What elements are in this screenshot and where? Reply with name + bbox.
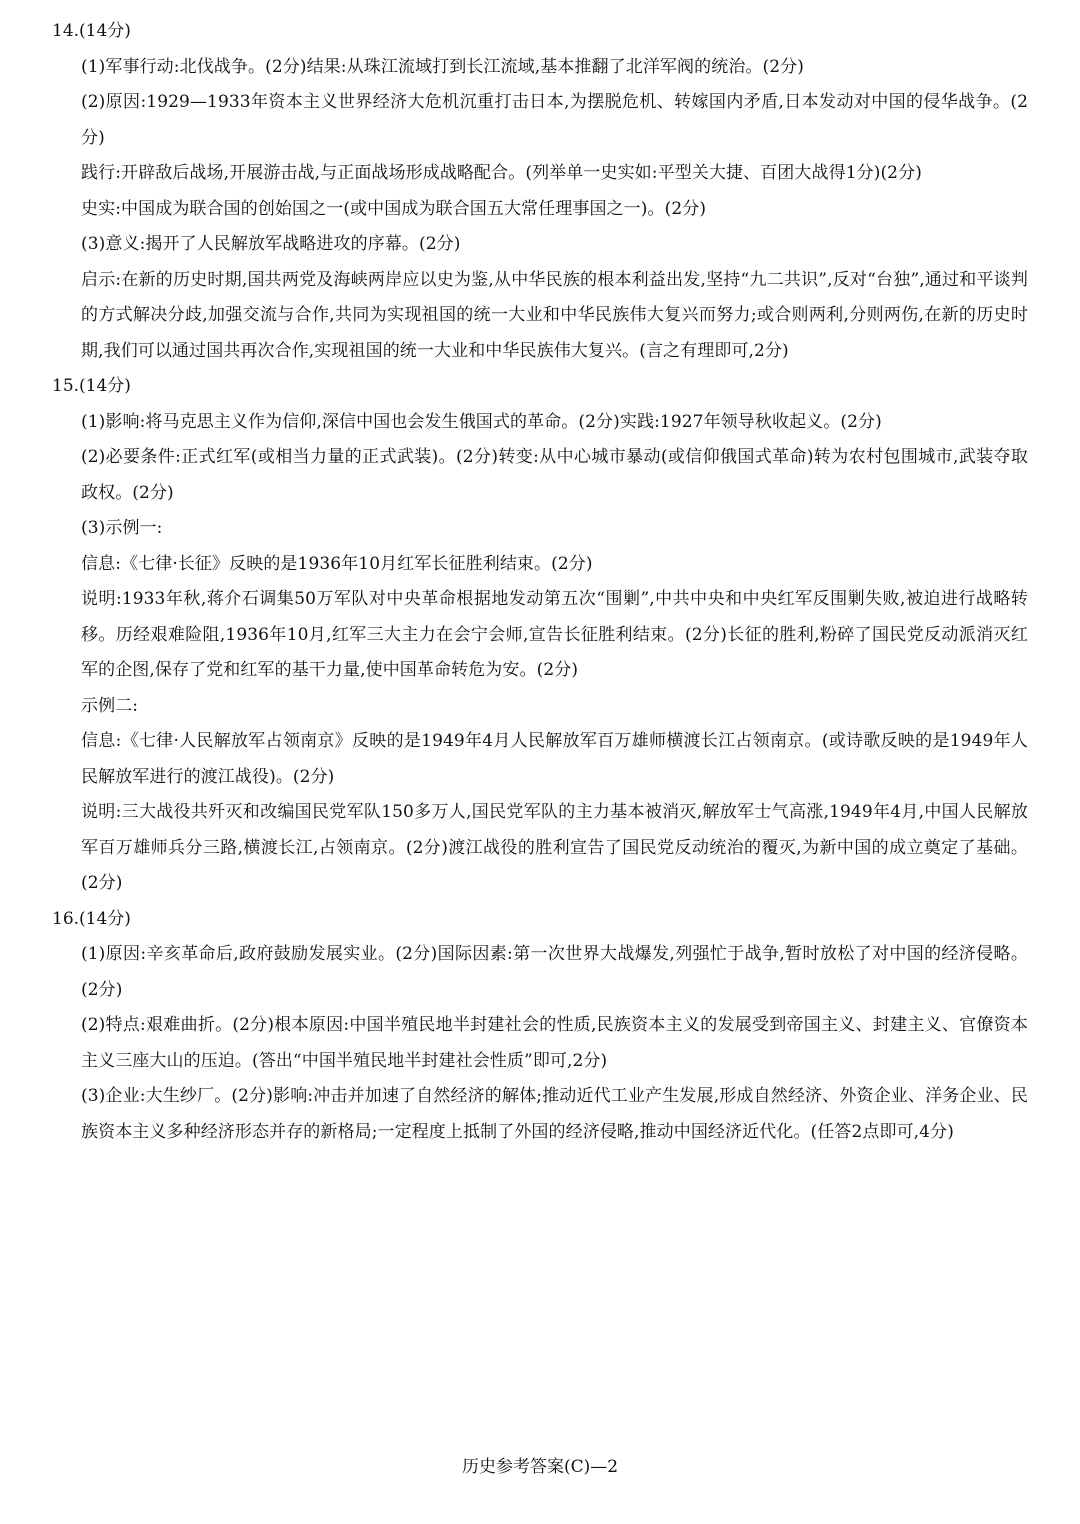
answer-paragraph: (2)特点:艰难曲折。(2分)根本原因:中国半殖民地半封建社会的性质,民族资本主义的发展受到帝国主义、封建主义、官僚资本主义三座大山的压迫。(答出“中国半殖民地半封建社会性质”即可,2分): [81, 1015, 1028, 1071]
answer-paragraph: (3)企业:大生纱厂。(2分)影响:冲击并加速了自然经济的解体;推动近代工业产生发展,形成自然经济、外资企业、洋务企业、民族资本主义多种经济形态并存的新格局;一定程度上抵制了外国的经济侵略,推动中国经济近代化。(任答2点即可,4分): [81, 1086, 1028, 1142]
answer-paragraph: (2)必要条件:正式红军(或相当力量的正式武装)。(2分)转变:从中心城市暴动(或信仰俄国式革命)转为农村包围城市,武装夺取政权。(2分): [81, 447, 1028, 503]
question-16: [52, 902, 1028, 1151]
answer-paragraph: (1)影响:将马克思主义作为信仰,深信中国也会发生俄国式的革命。(2分)实践:1927年领导秋收起义。(2分): [81, 411, 882, 432]
answer-paragraph: 史实:中国成为联合国的创始国之一(或中国成为联合国五大常任理事国之一)。(2分): [81, 198, 707, 219]
answer-paragraph: (1)军事行动:北伐战争。(2分)结果:从珠江流域打到长江流域,基本推翻了北洋军阀的统治。(2分): [81, 56, 804, 77]
answer-paragraph: 信息:《七律·长征》反映的是1936年10月红军长征胜利结束。(2分): [81, 553, 593, 574]
answer-paragraph: 启示:在新的历史时期,国共两党及海峡两岸应以史为鉴,从中华民族的根本利益出发,坚持“九二共识”,反对“台独”,通过和平谈判的方式解决分歧,加强交流与合作,共同为实现祖国的统一大业和中华民族伟大复兴而努力;或合则两利,分则两伤,在新的历史时期,我们可以通过国共再次合作,实现祖国的统一大业和中华民族伟大复兴。(言之有理即可,2分): [81, 269, 1028, 361]
question-14: [52, 14, 1028, 369]
answer-paragraph: 践行:开辟敌后战场,开展游击战,与正面战场形成战略配合。(列举单一史实如:平型关大捷、百团大战得1分)(2分): [81, 163, 922, 183]
question-number: 15.(14分): [52, 376, 131, 396]
answer-paragraph: (1)原因:辛亥革命后,政府鼓励发展实业。(2分)国际因素:第一次世界大战爆发,列强忙于战争,暂时放松了对中国的经济侵略。(2分): [81, 944, 1028, 1000]
question-number: 16.(14分): [52, 908, 131, 929]
answer-paragraph: 示例二:: [81, 695, 139, 716]
answer-paragraph: 信息:《七律·人民解放军占领南京》反映的是1949年4月人民解放军百万雄师横渡长江占领南京。(或诗歌反映的是1949年人民解放军进行的渡江战役)。(2分): [81, 731, 1028, 787]
page-footer: 历史参考答案(C)—2: [461, 1457, 619, 1477]
answer-paragraph: 说明:1933年秋,蒋介石调集50万军队对中央革命根据地发动第五次“围剿”,中共中央和中央红军反围剿失败,被迫进行战略转移。历经艰难险阻,1936年10月,红军三大主力在会宁会师,宣告长征胜利结束。(2分)长征的胜利,粉碎了国民党反动派消灭红军的企图,保存了党和红军的基干力量,使中国革命转危为安。(2分): [81, 589, 1028, 680]
question-number: 14.(14分): [52, 21, 131, 41]
answer-paragraph: (3)意义:揭开了人民解放军战略进攻的序幕。(2分): [81, 234, 461, 254]
answer-paragraph: (2)原因:1929—1933年资本主义世界经济大危机沉重打击日本,为摆脱危机、转嫁国内矛盾,日本发动对中国的侵华战争。(2分): [81, 92, 1028, 148]
answer-paragraph: 说明:三大战役共歼灭和改编国民党军队150多万人,国民党军队的主力基本被消灭,解放军士气高涨,1949年4月,中国人民解放军百万雄师兵分三路,横渡长江,占领南京。(2分)渡江战役的胜利宣告了国民党反动统治的覆灭,为新中国的成立奠定了基础。(2分): [81, 802, 1028, 893]
answer-paragraph: (3)示例一:: [81, 518, 163, 538]
question-15: [52, 369, 1028, 902]
